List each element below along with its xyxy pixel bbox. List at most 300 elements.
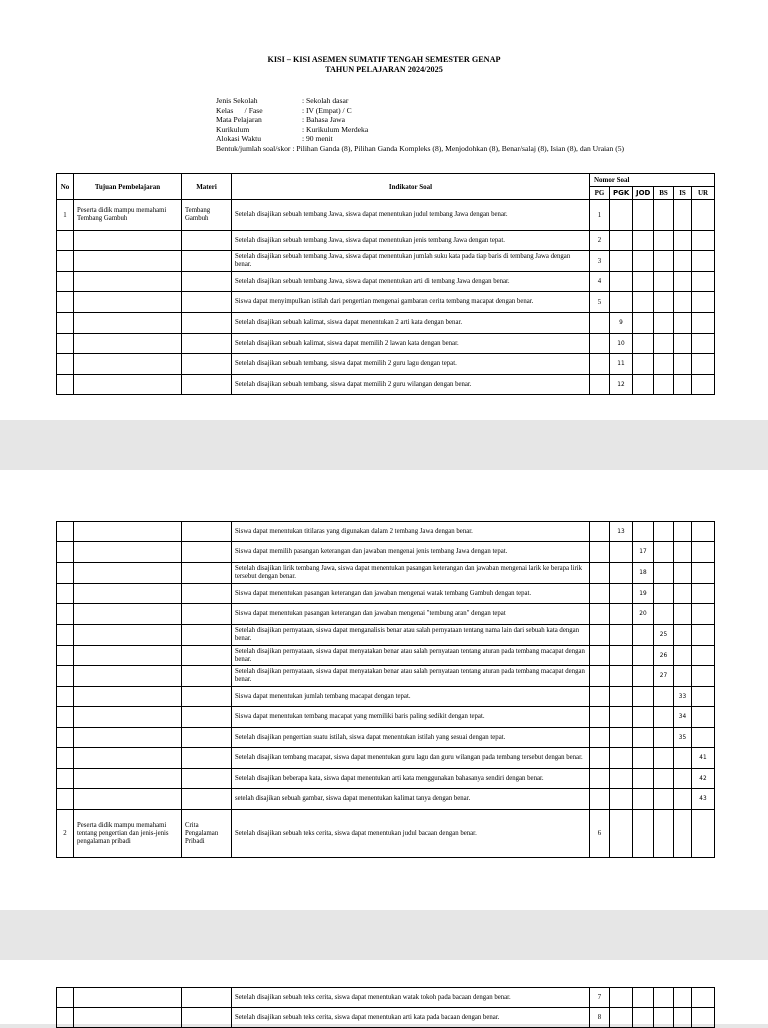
info-label: Kurikulum (216, 124, 250, 134)
cell-pgk: 11 (610, 354, 633, 375)
header-jod: JOD (633, 187, 654, 200)
cell-no (57, 313, 74, 334)
cell-no (57, 584, 74, 604)
cell-no (57, 666, 74, 687)
cell-is (674, 334, 692, 354)
cell-pg: 3 (590, 251, 610, 272)
cell-indikator: Setelah disajikan sebuah kalimat, siswa dapat memilih 2 lawan kata dengan benar. (232, 334, 590, 354)
cell-ur (692, 646, 715, 666)
cell-bs: 25 (654, 625, 674, 646)
cell-tujuan (74, 292, 182, 313)
cell-no (57, 272, 74, 292)
cell-materi (182, 231, 232, 251)
header-pgk: PGK (610, 187, 633, 200)
cell-indikator: Setelah disajikan pernyataan, siswa dapat menyatakan benar atau salah pernyataan tentang aturan pada tembang macapat dengan benar. (232, 646, 590, 666)
cell-jod: 19 (633, 584, 654, 604)
cell-pgk (610, 988, 633, 1008)
cell-jod: 18 (633, 563, 654, 584)
cell-indikator: Setelah disajikan pengertian suatu istilah, siswa dapat menentukan istilah yang sesuai dengan tepat. (232, 728, 590, 748)
cell-pg (590, 563, 610, 584)
cell-ur (692, 200, 715, 231)
cell-ur (692, 251, 715, 272)
cell-pgk: 13 (610, 522, 633, 542)
cell-pgk (610, 810, 633, 858)
cell-pg (590, 604, 610, 625)
title-line-1: KISI – KISI ASEMEN SUMATIF TENGAH SEMESTER GENAP (267, 55, 501, 64)
cell-pg: 1 (590, 200, 610, 231)
cell-ur: 42 (692, 769, 715, 789)
cell-bs (654, 522, 674, 542)
cell-is: 34 (674, 707, 692, 728)
cell-is (674, 292, 692, 313)
header-nomor-soal: Nomor Soal (590, 174, 715, 187)
cell-pgk (610, 292, 633, 313)
cell-pgk (610, 687, 633, 707)
cell-no (57, 354, 74, 375)
cell-materi (182, 748, 232, 769)
cell-materi (182, 728, 232, 748)
cell-bs: 26 (654, 646, 674, 666)
cell-is (674, 789, 692, 810)
cell-bs (654, 769, 674, 789)
cell-materi (182, 625, 232, 646)
cell-is (674, 988, 692, 1008)
cell-is (674, 1008, 692, 1028)
cell-is: 33 (674, 687, 692, 707)
info-value: : Kurikulum Merdeka (302, 124, 369, 134)
cell-tujuan (74, 313, 182, 334)
cell-no (57, 728, 74, 748)
cell-tujuan (74, 604, 182, 625)
cell-tujuan (74, 375, 182, 395)
cell-tujuan (74, 625, 182, 646)
cell-indikator: Siswa dapat menentukan pasangan keterangan dan jawaban mengenai "tembung aran" dengan tepat (232, 604, 590, 625)
kisi-table-page-3 (56, 987, 715, 1028)
cell-no (57, 375, 74, 395)
cell-jod: 17 (633, 542, 654, 563)
table-row (57, 542, 715, 563)
cell-no: 2 (57, 810, 74, 858)
cell-pgk (610, 646, 633, 666)
cell-bs (654, 728, 674, 748)
cell-no (57, 687, 74, 707)
document-title (0, 55, 768, 75)
cell-no: 1 (57, 200, 74, 231)
cell-pg (590, 789, 610, 810)
cell-jod (633, 375, 654, 395)
cell-is (674, 604, 692, 625)
cell-tujuan (74, 1008, 182, 1028)
kisi-table-page-1 (56, 173, 715, 395)
cell-pg (590, 522, 610, 542)
cell-pgk: 9 (610, 313, 633, 334)
info-block (216, 96, 624, 154)
cell-indikator: Setelah disajikan tembang macapat, siswa dapat menentukan guru lagu dan guru wilangan pada tembang tersebut dengan benar. (232, 748, 590, 769)
cell-is (674, 666, 692, 687)
cell-tujuan (74, 728, 182, 748)
cell-pg (590, 625, 610, 646)
cell-jod (633, 687, 654, 707)
cell-bs (654, 584, 674, 604)
table-row (57, 584, 715, 604)
table-row (57, 707, 715, 728)
cell-indikator: Setelah disajikan sebuah tembang Jawa, siswa dapat menentukan jumlah suku kata pada tiap baris di tembang Jawa dengan benar. (232, 251, 590, 272)
cell-tujuan (74, 748, 182, 769)
cell-is: 35 (674, 728, 692, 748)
table-row (57, 728, 715, 748)
cell-no (57, 988, 74, 1008)
cell-no (57, 251, 74, 272)
cell-materi: Crita Pengalaman Pribadi (182, 810, 232, 858)
cell-pg (590, 707, 610, 728)
cell-pgk (610, 1008, 633, 1028)
cell-no (57, 292, 74, 313)
table-row (57, 810, 715, 858)
cell-pgk (610, 728, 633, 748)
cell-ur (692, 810, 715, 858)
cell-ur (692, 313, 715, 334)
header-indikator: Indikator Soal (232, 174, 590, 200)
cell-pg: 7 (590, 988, 610, 1008)
cell-pgk: 10 (610, 334, 633, 354)
info-label: Kelas / Fase (216, 105, 263, 115)
cell-materi (182, 251, 232, 272)
cell-indikator: Setelah disajikan pernyataan, siswa dapat menyatakan benar atau salah pernyataan tentang aturan pada tembang macapat dengan benar. (232, 666, 590, 687)
cell-no (57, 542, 74, 563)
cell-bs (654, 707, 674, 728)
cell-pgk (610, 563, 633, 584)
cell-indikator: Setelah disajikan sebuah kalimat, siswa dapat menentukan 2 arti kata dengan benar. (232, 313, 590, 334)
cell-pg (590, 584, 610, 604)
table-row (57, 313, 715, 334)
cell-tujuan (74, 542, 182, 563)
cell-bs (654, 200, 674, 231)
cell-is (674, 769, 692, 789)
header-pg: PG (590, 187, 610, 200)
cell-ur (692, 354, 715, 375)
cell-ur (692, 1008, 715, 1028)
cell-is (674, 584, 692, 604)
cell-jod (633, 769, 654, 789)
cell-is (674, 375, 692, 395)
cell-no (57, 707, 74, 728)
cell-no (57, 1008, 74, 1028)
cell-materi (182, 789, 232, 810)
header-no: No (57, 174, 74, 200)
cell-jod (633, 789, 654, 810)
cell-ur (692, 687, 715, 707)
table-row (57, 604, 715, 625)
table-row (57, 292, 715, 313)
cell-bs (654, 292, 674, 313)
cell-ur (692, 292, 715, 313)
cell-tujuan (74, 354, 182, 375)
cell-materi (182, 604, 232, 625)
cell-jod (633, 666, 654, 687)
cell-jod (633, 748, 654, 769)
cell-tujuan (74, 584, 182, 604)
cell-jod (633, 728, 654, 748)
cell-pgk (610, 748, 633, 769)
cell-pg (590, 334, 610, 354)
cell-pg (590, 646, 610, 666)
header-bs: BS (654, 187, 674, 200)
cell-jod (633, 354, 654, 375)
cell-pgk: 12 (610, 375, 633, 395)
cell-bs (654, 272, 674, 292)
cell-indikator: Siswa dapat menentukan jumlah tembang macapat dengan tepat. (232, 687, 590, 707)
cell-tujuan (74, 231, 182, 251)
cell-bs (654, 563, 674, 584)
cell-ur (692, 375, 715, 395)
cell-indikator: Setelah disajikan sebuah tembang, siswa dapat memilih 2 guru lagu dengan tepat. (232, 354, 590, 375)
cell-no (57, 789, 74, 810)
cell-is (674, 810, 692, 858)
cell-ur (692, 604, 715, 625)
cell-pg: 2 (590, 231, 610, 251)
cell-materi (182, 563, 232, 584)
cell-no (57, 625, 74, 646)
cell-bs (654, 334, 674, 354)
cell-tujuan (74, 988, 182, 1008)
cell-bs (654, 354, 674, 375)
cell-pgk (610, 200, 633, 231)
cell-is (674, 542, 692, 563)
cell-jod (633, 272, 654, 292)
cell-ur (692, 542, 715, 563)
cell-bs (654, 1008, 674, 1028)
cell-indikator: Siswa dapat menentukan tembang macapat yang memiliki baris paling sedikit dengan tepat. (232, 707, 590, 728)
cell-materi (182, 584, 232, 604)
cell-pg: 4 (590, 272, 610, 292)
cell-ur (692, 563, 715, 584)
cell-bs: 27 (654, 666, 674, 687)
table-row (57, 687, 715, 707)
cell-indikator: Setelah disajikan sebuah tembang Jawa, siswa dapat menentukan jenis tembang Jawa dengan tepat. (232, 231, 590, 251)
cell-pg (590, 354, 610, 375)
cell-pg (590, 728, 610, 748)
table-row (57, 748, 715, 769)
cell-jod (633, 810, 654, 858)
info-label: Jenis Sekolah (216, 96, 258, 105)
table-row (57, 354, 715, 375)
cell-pg (590, 769, 610, 789)
cell-jod: 20 (633, 604, 654, 625)
table-row (57, 375, 715, 395)
cell-indikator: Siswa dapat menentukan titilaras yang digunakan dalam 2 tembang Jawa dengan benar. (232, 522, 590, 542)
cell-materi (182, 707, 232, 728)
cell-indikator: Siswa dapat memilih pasangan keterangan dan jawaban mengenai jenis tembang Jawa dengan tepat. (232, 542, 590, 563)
table-row (57, 522, 715, 542)
cell-materi (182, 334, 232, 354)
header-materi: Materi (182, 174, 232, 200)
cell-indikator: Setelah disajikan sebuah tembang, siswa dapat memilih 2 guru wilangan dengan benar. (232, 375, 590, 395)
header-tujuan: Tujuan Pembelajaran (74, 174, 182, 200)
cell-indikator: Setelah disajikan sebuah tembang Jawa, siswa dapat menentukan judul tembang Jawa dengan benar. (232, 200, 590, 231)
cell-pgk (610, 272, 633, 292)
cell-materi (182, 354, 232, 375)
cell-ur (692, 988, 715, 1008)
table-row (57, 1008, 715, 1028)
cell-jod (633, 625, 654, 646)
cell-bs (654, 231, 674, 251)
cell-bs (654, 687, 674, 707)
cell-indikator: Siswa dapat menentukan pasangan keterangan dan jawaban mengenai watak tembang Gambuh dengan tepat. (232, 584, 590, 604)
cell-is (674, 563, 692, 584)
cell-no (57, 231, 74, 251)
cell-no (57, 646, 74, 666)
cell-bs (654, 988, 674, 1008)
cell-no (57, 748, 74, 769)
cell-jod (633, 292, 654, 313)
cell-pg: 5 (590, 292, 610, 313)
cell-no (57, 334, 74, 354)
cell-ur (692, 334, 715, 354)
header-ur: UR (692, 187, 715, 200)
cell-materi (182, 292, 232, 313)
cell-is (674, 313, 692, 334)
info-row (216, 115, 624, 125)
cell-ur (692, 231, 715, 251)
cell-materi (182, 687, 232, 707)
cell-indikator: Setelah disajikan lirik tembang Jawa, siswa dapat menentukan pasangan keterangan dan jawaban mengenai larik ke berapa lirik tersebut dengan benar. (232, 563, 590, 584)
cell-jod (633, 988, 654, 1008)
cell-materi (182, 988, 232, 1008)
cell-jod (633, 231, 654, 251)
kisi-table-page-2 (56, 521, 715, 858)
cell-tujuan (74, 646, 182, 666)
cell-pgk (610, 707, 633, 728)
cell-tujuan: Peserta didik mampu memahami tentang pengertian dan jenis-jenis pengalaman pribadi (74, 810, 182, 858)
cell-ur (692, 272, 715, 292)
cell-tujuan (74, 522, 182, 542)
cell-is (674, 625, 692, 646)
table-row (57, 200, 715, 231)
info-row (216, 144, 624, 154)
header-is: IS (674, 187, 692, 200)
cell-materi (182, 542, 232, 563)
cell-pg: 6 (590, 810, 610, 858)
cell-jod (633, 200, 654, 231)
cell-tujuan (74, 707, 182, 728)
cell-bs (654, 375, 674, 395)
cell-is (674, 231, 692, 251)
cell-tujuan (74, 666, 182, 687)
cell-jod (633, 646, 654, 666)
cell-materi (182, 522, 232, 542)
cell-tujuan: Peserta didik mampu memahami Tembang Gambuh (74, 200, 182, 231)
cell-pgk (610, 769, 633, 789)
cell-tujuan (74, 789, 182, 810)
cell-no (57, 522, 74, 542)
info-value: : Sekolah dasar (302, 96, 349, 105)
cell-indikator: Setelah disajikan sebuah teks cerita, siswa dapat menentukan watak tokoh pada bacaan dengan benar. (232, 988, 590, 1008)
cell-no (57, 563, 74, 584)
cell-indikator: Setelah disajikan sebuah teks cerita, siswa dapat menentukan judul bacaan dengan benar. (232, 810, 590, 858)
table-row (57, 646, 715, 666)
cell-pg (590, 542, 610, 563)
cell-pg: 8 (590, 1008, 610, 1028)
cell-pg (590, 375, 610, 395)
cell-bs (654, 789, 674, 810)
cell-indikator: setelah disajikan sebuah gambar, siswa dapat menentukan kalimat tanya dengan benar. (232, 789, 590, 810)
cell-is (674, 354, 692, 375)
info-value: : 90 menit (302, 134, 333, 144)
title-line-2: TAHUN PELAJARAN 2024/2025 (325, 65, 443, 74)
cell-materi (182, 646, 232, 666)
table-row (57, 231, 715, 251)
cell-materi (182, 1008, 232, 1028)
info-value: : Pilihan Ganda (8), Pilihan Ganda Kompleks (8), Menjodohkan (8), Benar/salaj (8), Isian (8), dan Uraian (5) (292, 143, 625, 153)
cell-tujuan (74, 272, 182, 292)
table-row (57, 625, 715, 646)
cell-pg (590, 748, 610, 769)
cell-bs (654, 748, 674, 769)
cell-pgk (610, 251, 633, 272)
cell-pgk (610, 625, 633, 646)
cell-ur (692, 707, 715, 728)
cell-indikator: Setelah disajikan sebuah tembang Jawa, siswa dapat menentukan arti di tembang Jawa dengan benar. (232, 272, 590, 292)
cell-jod (633, 251, 654, 272)
cell-tujuan (74, 769, 182, 789)
cell-bs (654, 810, 674, 858)
cell-tujuan (74, 563, 182, 584)
cell-pgk (610, 231, 633, 251)
cell-ur (692, 584, 715, 604)
cell-no (57, 604, 74, 625)
cell-materi: Tembang Gambuh (182, 200, 232, 231)
cell-jod (633, 334, 654, 354)
cell-materi (182, 375, 232, 395)
table-row (57, 251, 715, 272)
table-row (57, 789, 715, 810)
cell-pgk (610, 604, 633, 625)
cell-ur: 43 (692, 789, 715, 810)
table-row (57, 666, 715, 687)
info-label: Bentuk/jumlah soal/skor (216, 143, 291, 153)
info-row (216, 96, 624, 106)
cell-jod (633, 313, 654, 334)
cell-is (674, 646, 692, 666)
cell-is (674, 522, 692, 542)
cell-indikator: Setelah disajikan sebuah teks cerita, siswa dapat menentukan arti kata pada bacaan dengan benar. (232, 1008, 590, 1028)
cell-pgk (610, 542, 633, 563)
cell-materi (182, 313, 232, 334)
info-value: : Bahasa Jawa (302, 115, 346, 125)
table-row (57, 334, 715, 354)
cell-jod (633, 1008, 654, 1028)
cell-is (674, 200, 692, 231)
cell-pg (590, 313, 610, 334)
cell-indikator: Setelah disajikan beberapa kata, siswa dapat menentukan arti kata menggunakan bahasanya sendiri dengan benar. (232, 769, 590, 789)
cell-bs (654, 542, 674, 563)
cell-materi (182, 272, 232, 292)
table-row (57, 769, 715, 789)
cell-indikator: Setelah disajikan pernyataan, siswa dapat menganalisis benar atau salah pernyataan tentang nama lain dari sebuah kata dengan benar. (232, 625, 590, 646)
cell-tujuan (74, 687, 182, 707)
cell-is (674, 748, 692, 769)
cell-pg (590, 666, 610, 687)
table-row (57, 988, 715, 1008)
info-label: Alokasi Waktu (216, 134, 262, 144)
info-label: Mata Pelajaran (216, 115, 262, 125)
cell-materi (182, 666, 232, 687)
info-value: : IV (Empat) / C (302, 105, 352, 115)
cell-ur (692, 666, 715, 687)
info-row (216, 134, 624, 144)
cell-indikator: Siswa dapat menyimpulkan istilah dari pengertian mengenai gambaran cerita tembang macapat dengan benar. (232, 292, 590, 313)
cell-no (57, 769, 74, 789)
